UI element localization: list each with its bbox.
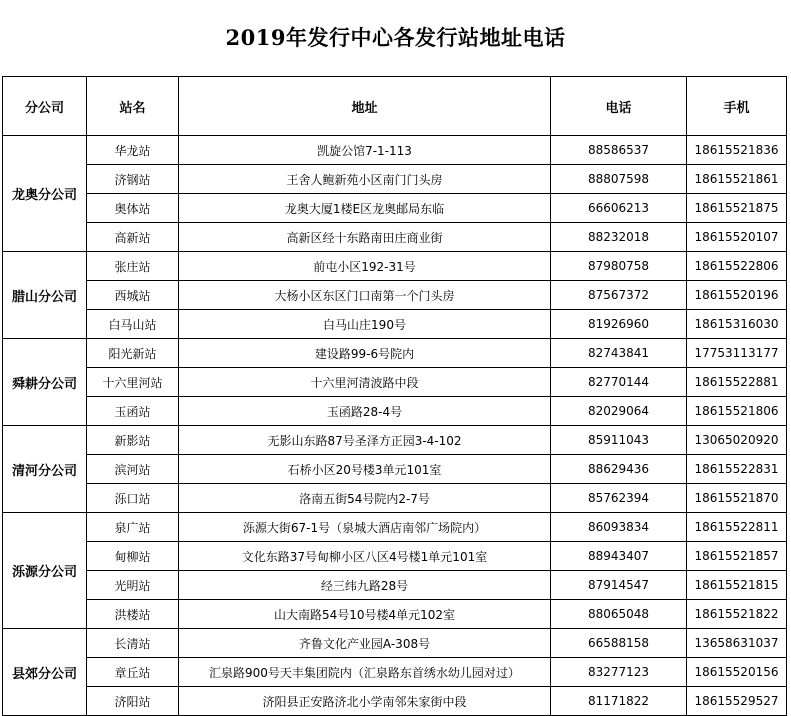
station-cell: 白马山站 <box>87 310 179 339</box>
address-cell: 齐鲁文化产业园A-308号 <box>179 629 551 658</box>
address-cell: 王舍人鲍新苑小区南门门头房 <box>179 165 551 194</box>
address-cell: 凯旋公馆7-1-113 <box>179 136 551 165</box>
phone-cell: 88586537 <box>551 136 687 165</box>
mobile-cell: 18615521836 <box>687 136 787 165</box>
table-row <box>3 455 787 484</box>
phone-cell: 88943407 <box>551 542 687 571</box>
phone-cell: 66588158 <box>551 629 687 658</box>
station-cell: 十六里河站 <box>87 368 179 397</box>
phone-cell: 82770144 <box>551 368 687 397</box>
station-cell: 华龙站 <box>87 136 179 165</box>
company-cell: 舜耕分公司 <box>3 339 87 426</box>
table-row <box>3 310 787 339</box>
phone-cell: 85911043 <box>551 426 687 455</box>
table-row <box>3 252 787 281</box>
table-row <box>3 600 787 629</box>
address-cell: 龙奥大厦1楼E区龙奥邮局东临 <box>179 194 551 223</box>
table-row <box>3 484 787 513</box>
address-cell: 前屯小区192-31号 <box>179 252 551 281</box>
table-row <box>3 542 787 571</box>
mobile-cell: 18615529527 <box>687 687 787 716</box>
company-cell: 县郊分公司 <box>3 629 87 716</box>
phone-cell: 81926960 <box>551 310 687 339</box>
station-cell: 西城站 <box>87 281 179 310</box>
phone-cell: 66606213 <box>551 194 687 223</box>
table-row <box>3 339 787 368</box>
table-row <box>3 629 787 658</box>
address-cell: 山大南路54号10号楼4单元102室 <box>179 600 551 629</box>
company-cell: 龙奥分公司 <box>3 136 87 252</box>
mobile-cell: 18615522811 <box>687 513 787 542</box>
table-row <box>3 513 787 542</box>
station-cell: 玉函站 <box>87 397 179 426</box>
mobile-cell: 18615520107 <box>687 223 787 252</box>
station-cell: 奥体站 <box>87 194 179 223</box>
mobile-cell: 18615521861 <box>687 165 787 194</box>
station-cell: 济钢站 <box>87 165 179 194</box>
table-row <box>3 397 787 426</box>
station-cell: 洪楼站 <box>87 600 179 629</box>
table-row <box>3 687 787 716</box>
phone-cell: 88232018 <box>551 223 687 252</box>
mobile-cell: 18615522806 <box>687 252 787 281</box>
station-table <box>2 76 787 716</box>
station-cell: 新影站 <box>87 426 179 455</box>
table-row <box>3 194 787 223</box>
station-cell: 高新站 <box>87 223 179 252</box>
company-cell: 清河分公司 <box>3 426 87 513</box>
address-cell: 无影山东路87号圣泽方正园3-4-102 <box>179 426 551 455</box>
mobile-cell: 13658631037 <box>687 629 787 658</box>
phone-cell: 88807598 <box>551 165 687 194</box>
station-cell: 长清站 <box>87 629 179 658</box>
phone-cell: 85762394 <box>551 484 687 513</box>
header-address: 地址 <box>179 77 551 136</box>
station-cell: 济阳站 <box>87 687 179 716</box>
mobile-cell: 18615521806 <box>687 397 787 426</box>
mobile-cell: 13065020920 <box>687 426 787 455</box>
phone-cell: 81171822 <box>551 687 687 716</box>
mobile-cell: 17753113177 <box>687 339 787 368</box>
table-row <box>3 426 787 455</box>
station-cell: 滨河站 <box>87 455 179 484</box>
station-cell: 阳光新站 <box>87 339 179 368</box>
address-cell: 十六里河清波路中段 <box>179 368 551 397</box>
address-cell: 大杨小区东区门口南第一个门头房 <box>179 281 551 310</box>
phone-cell: 87980758 <box>551 252 687 281</box>
company-cell: 腊山分公司 <box>3 252 87 339</box>
header-phone: 电话 <box>551 77 687 136</box>
address-cell: 建设路99-6号院内 <box>179 339 551 368</box>
station-cell: 章丘站 <box>87 658 179 687</box>
table-row <box>3 658 787 687</box>
mobile-cell: 18615522881 <box>687 368 787 397</box>
table-row <box>3 165 787 194</box>
table-row <box>3 368 787 397</box>
mobile-cell: 18615521870 <box>687 484 787 513</box>
mobile-cell: 18615521822 <box>687 600 787 629</box>
address-cell: 汇泉路900号天丰集团院内（汇泉路东首绣水幼儿园对过） <box>179 658 551 687</box>
phone-cell: 88629436 <box>551 455 687 484</box>
table-row <box>3 136 787 165</box>
phone-cell: 86093834 <box>551 513 687 542</box>
station-cell: 张庄站 <box>87 252 179 281</box>
mobile-cell: 18615520156 <box>687 658 787 687</box>
header-mobile: 手机 <box>687 77 787 136</box>
station-cell: 泺口站 <box>87 484 179 513</box>
mobile-cell: 18615316030 <box>687 310 787 339</box>
table-body <box>3 136 787 716</box>
header-company: 分公司 <box>3 77 87 136</box>
mobile-cell: 18615521857 <box>687 542 787 571</box>
address-cell: 经三纬九路28号 <box>179 571 551 600</box>
mobile-cell: 18615522831 <box>687 455 787 484</box>
address-cell: 白马山庄190号 <box>179 310 551 339</box>
mobile-cell: 18615521815 <box>687 571 787 600</box>
address-cell: 泺源大街67-1号（泉城大酒店南邻广场院内） <box>179 513 551 542</box>
address-cell: 石桥小区20号楼3单元101室 <box>179 455 551 484</box>
station-cell: 泉广站 <box>87 513 179 542</box>
mobile-cell: 18615520196 <box>687 281 787 310</box>
header-row <box>3 77 787 136</box>
phone-cell: 87567372 <box>551 281 687 310</box>
address-cell: 济阳县正安路济北小学南邻朱家街中段 <box>179 687 551 716</box>
company-cell: 泺源分公司 <box>3 513 87 629</box>
address-cell: 玉函路28-4号 <box>179 397 551 426</box>
phone-cell: 82029064 <box>551 397 687 426</box>
phone-cell: 82743841 <box>551 339 687 368</box>
address-cell: 高新区经十东路南田庄商业街 <box>179 223 551 252</box>
station-cell: 甸柳站 <box>87 542 179 571</box>
page-title: 2019年发行中心各发行站地址电话 <box>225 25 566 50</box>
phone-cell: 87914547 <box>551 571 687 600</box>
table-row <box>3 571 787 600</box>
phone-cell: 83277123 <box>551 658 687 687</box>
phone-cell: 88065048 <box>551 600 687 629</box>
address-cell: 文化东路37号甸柳小区八区4号楼1单元101室 <box>179 542 551 571</box>
table-row <box>3 223 787 252</box>
header-station: 站名 <box>87 77 179 136</box>
mobile-cell: 18615521875 <box>687 194 787 223</box>
address-cell: 洛南五街54号院内2-7号 <box>179 484 551 513</box>
station-cell: 光明站 <box>87 571 179 600</box>
table-row <box>3 281 787 310</box>
